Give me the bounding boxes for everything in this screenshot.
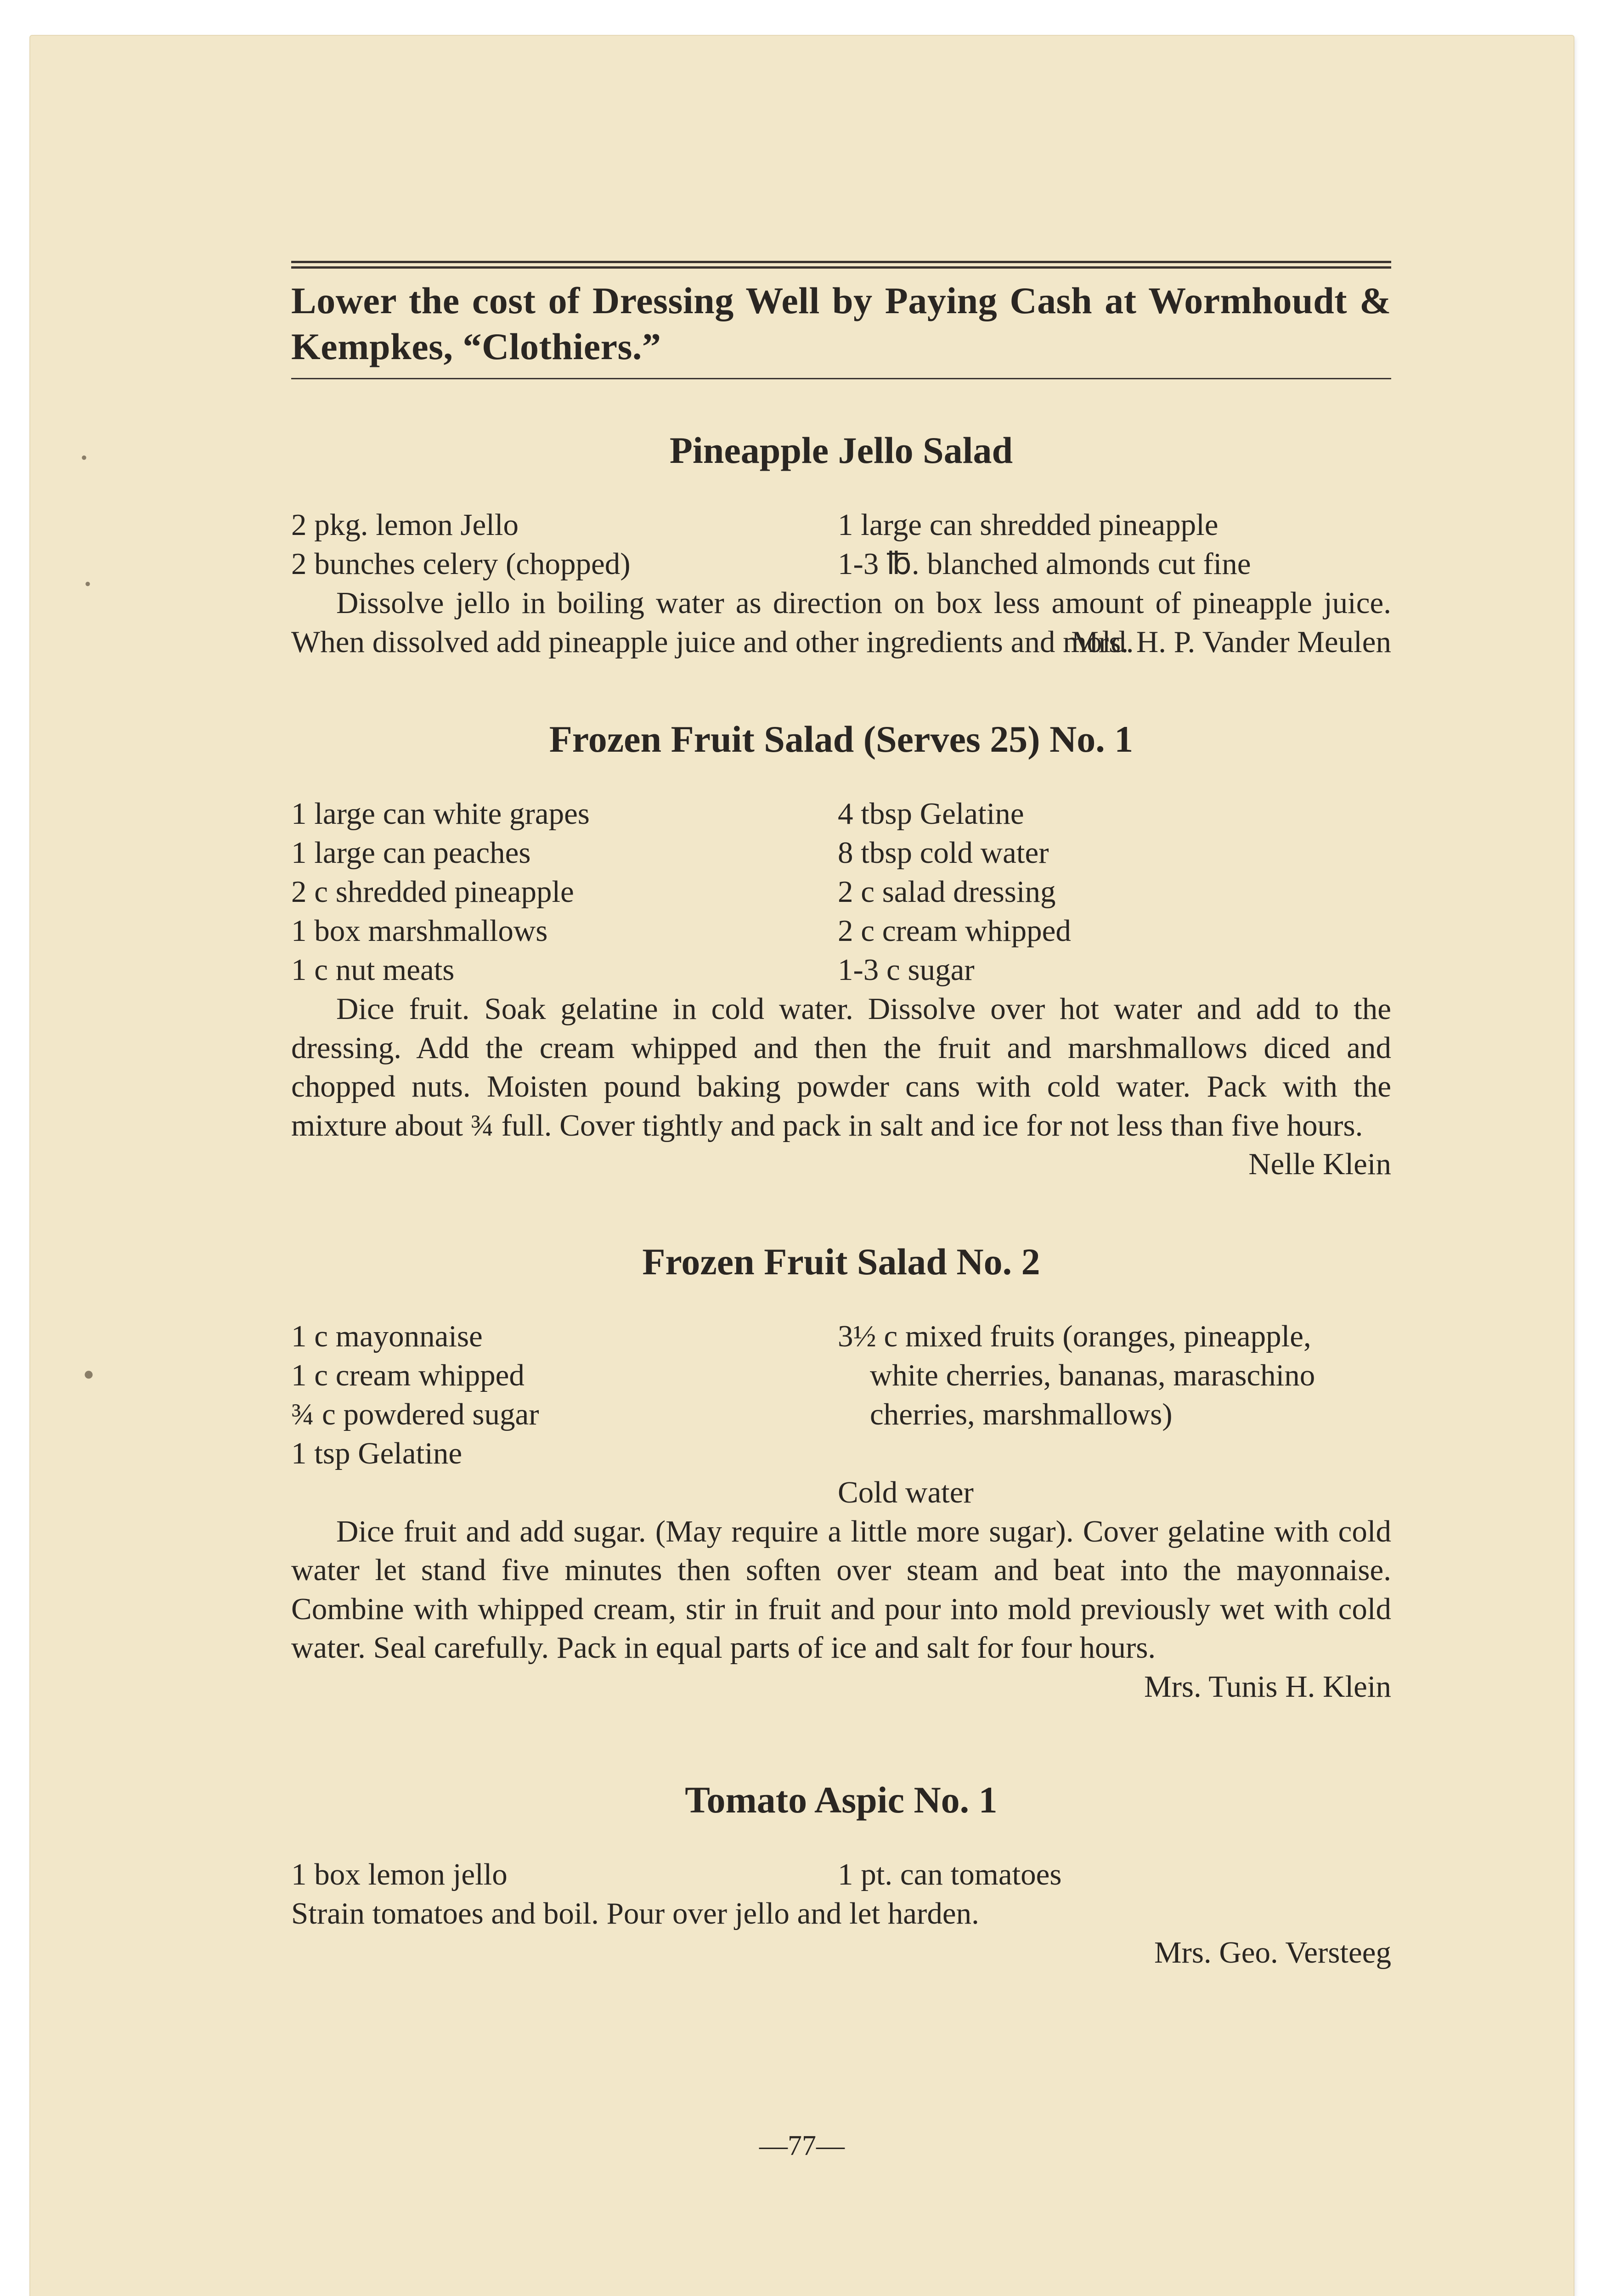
ingredient-list	[291, 1317, 1391, 1512]
recipe-directions: Strain tomatoes and boil. Pour over jello and let harden.	[291, 1896, 979, 1930]
ingredient: 1 box lemon jello	[291, 1857, 508, 1891]
ingredient-list	[291, 1855, 1391, 1894]
header-bottom-rule	[291, 378, 1391, 379]
page-content	[291, 261, 1391, 1972]
recipe-title: Frozen Fruit Salad (Serves 25) No. 1	[549, 718, 1134, 760]
top-rule-second	[291, 266, 1391, 269]
recipe-author: Mrs. Geo. Versteeg	[1154, 1935, 1391, 1970]
margin-mark: •	[85, 574, 91, 594]
recipe-directions: Dice fruit. Soak gelatine in cold water. Dissolve over hot water and add to the dressing. Add the cream whipped and then the fruit and marshmallows diced and chopped nuts. Moisten pound baking powder cans with cold water. Pack with the mixture about ¾ full. Cover tightly and pack in salt and ice for not less than five hours.	[291, 992, 1391, 1142]
ingredient-list	[291, 506, 1391, 584]
ingredient: 2 c shredded pineapple	[291, 875, 574, 909]
recipe-directions: Dissolve jello in boiling water as direction on box less amount of pineapple juice. When dissolved add pineapple juice and other ingredients and mold.	[291, 586, 1391, 659]
ingredient: 8 tbsp cold water	[838, 836, 1049, 870]
margin-mark: •	[81, 447, 88, 468]
margin-mark: ●	[83, 1363, 95, 1384]
page	[30, 36, 1574, 2296]
ingredient: 1 pt. can tomatoes	[838, 1857, 1062, 1891]
ingredient: 1-3 ℔. blanched almonds cut fine	[838, 547, 1251, 581]
ingredient: 1 large can peaches	[291, 836, 531, 870]
page-number: —77—	[759, 2130, 845, 2161]
ingredient: 1 c nut meats	[291, 953, 455, 987]
recipe-title: Frozen Fruit Salad No. 2	[642, 1240, 1040, 1283]
ingredient: 2 c salad dressing	[838, 875, 1056, 909]
header-advertisement: Lower the cost of Dressing Well by Paying Cash at Wormhoudt & Kempkes, “Clothiers.”	[291, 280, 1391, 367]
top-rule	[291, 261, 1391, 263]
ingredient: 1 c cream whipped	[291, 1358, 525, 1392]
ingredient: 1 box marshmallows	[291, 914, 548, 948]
ingredient: Cold water	[838, 1475, 974, 1509]
recipe-author: Mrs. H. P. Vander Meulen	[1071, 625, 1391, 659]
ingredient: 1 large can white grapes	[291, 797, 590, 831]
ingredient: 2 c cream whipped	[838, 914, 1071, 948]
recipe-author: Nelle Klein	[1248, 1147, 1391, 1181]
ingredient-list	[291, 794, 1391, 990]
ingredient: 1-3 c sugar	[838, 953, 975, 987]
ingredient: 2 bunches celery (chopped)	[291, 547, 631, 581]
ingredient: 1 tsp Gelatine	[291, 1436, 463, 1470]
recipe-author: Mrs. Tunis H. Klein	[1144, 1669, 1391, 1704]
ingredient: 3½ c mixed fruits (oranges, pineapple, white cherries, bananas, maraschino cherries, marshmallows)	[838, 1319, 1315, 1431]
recipe-directions: Dice fruit and add sugar. (May require a little more sugar). Cover gelatine with cold water let stand five minutes then soften over steam and beat into the mayonnaise. Combine with whipped cream, stir in fruit and pour into mold previously wet with cold water. Seal carefully. Pack in equal parts of ice and salt for four hours.	[291, 1514, 1391, 1665]
ingredient: 4 tbsp Gelatine	[838, 797, 1024, 831]
ingredient: 1 c mayonnaise	[291, 1319, 483, 1353]
recipe-title: Tomato Aspic No. 1	[685, 1779, 998, 1821]
ingredient: 2 pkg. lemon Jello	[291, 508, 519, 542]
ingredient: ¾ c powdered sugar	[291, 1397, 539, 1431]
recipe-title: Pineapple Jello Salad	[669, 429, 1013, 471]
ingredient: 1 large can shredded pineapple	[838, 508, 1218, 542]
recipe-directions-block	[291, 584, 1391, 661]
